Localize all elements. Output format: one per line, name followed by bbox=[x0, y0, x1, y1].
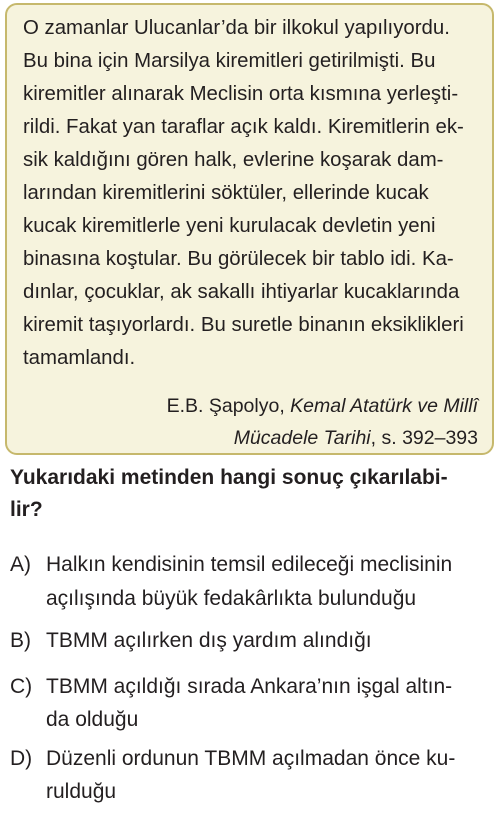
passage-line: rildi. Fakat yan taraflar açık kaldı. Kiremitlerin ek- bbox=[23, 116, 464, 138]
option-text: TBMM açılırken dış yardım alındığı bbox=[46, 629, 372, 652]
option-c[interactable] bbox=[10, 672, 495, 742]
passage-line: Bu bina için Marsilya kiremitleri getirilmişti. Bu bbox=[23, 50, 436, 72]
option-letter: B) bbox=[10, 629, 31, 652]
passage-box bbox=[5, 3, 494, 455]
option-d[interactable] bbox=[10, 744, 495, 814]
passage-line: larından kiremitlerini söktüler, ellerinde kucak bbox=[23, 182, 429, 204]
passage-line: kiremit taşıyorlardı. Bu suretle binanın eksiklikleri bbox=[23, 314, 464, 336]
option-letter: A) bbox=[10, 553, 31, 576]
passage-line: binasına koştular. Bu görülecek bir tablo idi. Ka- bbox=[23, 248, 454, 270]
citation-author: E.B. Şapolyo, bbox=[166, 395, 285, 417]
passage-line: O zamanlar Ulucanlar’da bir ilkokul yapılıyordu. bbox=[23, 17, 450, 39]
option-a[interactable] bbox=[10, 550, 495, 620]
citation-title-part2: Mücadele Tarihi bbox=[233, 427, 371, 449]
option-text: açılışında büyük fedakârlıkta bulunduğu bbox=[46, 587, 417, 610]
option-letter: C) bbox=[10, 675, 33, 698]
option-text: da olduğu bbox=[46, 708, 139, 731]
passage-line: kucak kiremitlerle yeni kurulacak devletin yeni bbox=[23, 215, 436, 237]
passage-line: tamamlandı. bbox=[23, 347, 136, 369]
option-text: Düzenli ordunun TBMM açılmadan önce ku- bbox=[46, 747, 456, 770]
question-line-2: lir? bbox=[10, 498, 43, 521]
option-b[interactable] bbox=[10, 626, 495, 662]
citation-line-1 bbox=[167, 392, 478, 420]
option-text: rulduğu bbox=[46, 780, 117, 803]
question-line-1: Yukarıdaki metinden hangi sonuç çıkarılabi- bbox=[10, 466, 448, 489]
citation-title-part1: Kemal Atatürk ve Millî bbox=[290, 395, 478, 417]
passage-line: dınlar, çocuklar, ak sakallı ihtiyarlar kucaklarında bbox=[23, 281, 460, 303]
citation-line-2 bbox=[234, 424, 478, 452]
passage-line: kiremitler alınarak Meclisin orta kısmına yerleşti- bbox=[23, 83, 459, 105]
option-text: TBMM açıldığı sırada Ankara’nın işgal altın- bbox=[46, 675, 453, 698]
option-letter: D) bbox=[10, 747, 33, 770]
citation-pages: , s. 392–393 bbox=[370, 427, 478, 449]
passage-line: sik kaldığını gören halk, evlerine koşarak dam- bbox=[23, 149, 444, 171]
option-text: Halkın kendisinin temsil edileceği meclisinin bbox=[46, 553, 453, 576]
